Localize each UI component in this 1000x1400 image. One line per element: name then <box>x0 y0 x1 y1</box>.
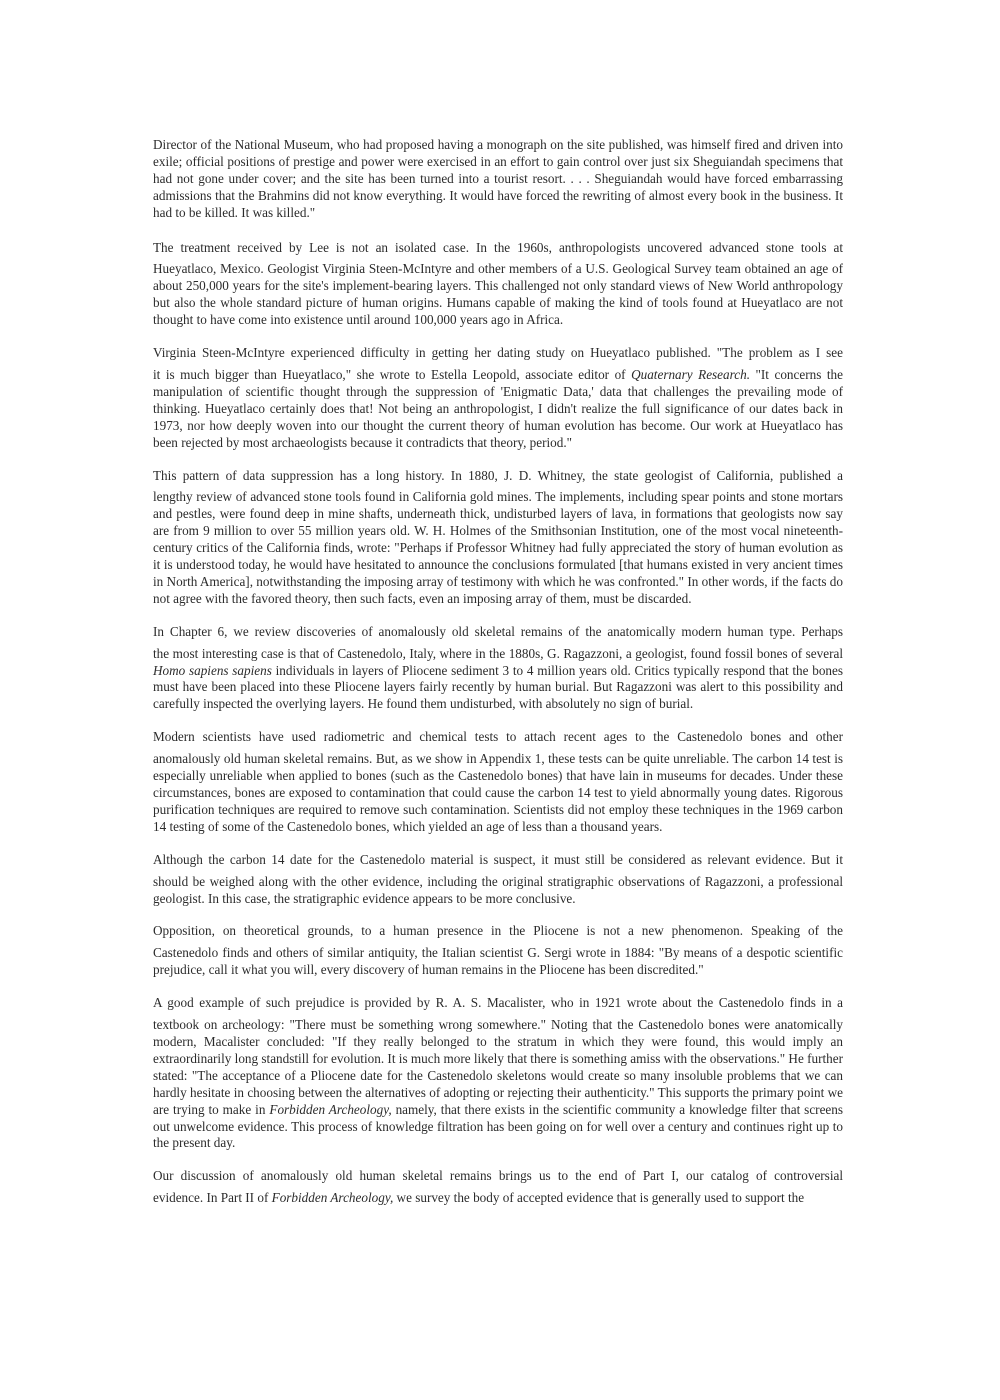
paragraph-text: Director of the National Museum, who had proposed having a monograph on the site published, was himself fired and driven into exile; official positions of prestige and power were exercised in an effort to gain control over just six Sheguiandah specimens that had not gone under cover; and the site has been turned into a tourist resort. . . . Sheguiandah would have forced embarrassing admissions that the Brahmins did not know everything. It would have forced the rewriting of almost every book in the business. It had to be killed. It was killed." <box>153 137 843 220</box>
paragraph-first-line: Although the carbon 14 date for the Castenedolo material is suspect, it must still be considered as relevant evidence. But it <box>153 851 843 867</box>
paragraph-text: it is much bigger than Hueyatlaco," she wrote to Estella Leopold, associate editor of <box>153 366 632 382</box>
paragraph-hueyatlaco <box>153 240 843 330</box>
paragraph-text: textbook on archeology: "There must be something wrong somewhere." Noting that the Castenedolo bones were anatomically modern, Macalister concluded: "If they really belonged to the stratum in which they were found, this would imply an extraordinarily long standstill for evolution. It is much more likely that there is something amiss with the observations." He further stated: "The acceptance of a Pliocene date for the Castenedolo skeletons would create so many insoluble problems that we can hardly hesitate in choosing between the alternatives of adopting or rejecting their authenticity." This supports the primary point we are trying to make in <box>153 1017 843 1117</box>
paragraph-opposition <box>153 923 843 979</box>
species-name: Homo sapiens sapiens <box>153 662 272 678</box>
document-page <box>153 137 843 1223</box>
paragraph-text: lengthy review of advanced stone tools found in California gold mines. The implements, including spear points and stone mortars and pestles, were found deep in mine shafts, underneath thick, undisturbed layers of lava, in formations that geologists now say are from 9 million to over 55 million years old. W. H. Holmes of the Smithsonian Institution, one of the most vocal nineteenth-century critics of the California finds, wrote: "Perhaps if Professor Whitney had fully appreciated the story of human evolution as it is understood today, he would have hesitated to announce the conclusions formulated [that humans existed in very ancient times in North America], notwithstanding the imposing array of testimony with which he was confronted." In other words, if the facts do not agree with the favored theory, then such facts, even an imposing array of them, must be discarded. <box>153 489 843 606</box>
paragraph-text: Hueyatlaco, Mexico. Geologist Virginia Steen-McIntyre and other members of a U.S. Geological Survey team obtained an age of about 250,000 years for the site's implement-bearing layers. This challenged not only standard views of New World anthropology but also the whole standard picture of human origins. Humans capable of making the kind of tools found at Hueyatlaco are not thought to have come into existence until around 100,000 years ago in Africa. <box>153 261 843 328</box>
paragraph-carbon-date <box>153 852 843 908</box>
paragraph-text: evidence. In Part II of <box>153 1190 272 1206</box>
paragraph-text: "It concerns the manipulation of scientific thought through the suppression of 'Enigmatic Data,' data that challenges the prevailing mode of thinking. Hueyatlaco certainly does that! Not being an anthropologist, I didn't realize the full significance of our dates back in 1973, nor how deeply woven into our thought the current theory of human evolution has become. Our work at Hueyatlaco has been rejected by most archaeologists because it contradicts that theory, period." <box>153 366 843 450</box>
paragraph-first-line: Our discussion of anomalously old human skeletal remains brings us to the end of Part I, our catalog of controversial <box>153 1168 843 1184</box>
paragraph-part-two <box>153 1168 843 1207</box>
book-title: Forbidden Archeology, <box>269 1101 392 1117</box>
paragraph-first-line: This pattern of data suppression has a long history. In 1880, J. D. Whitney, the state geologist of California, published a <box>153 467 843 483</box>
book-title: Forbidden Archeology, <box>271 1190 394 1206</box>
paragraph-text: the most interesting case is that of Castenedolo, Italy, where in the 1880s, G. Ragazzoni, a geologist, found fossil bones of several <box>153 645 843 661</box>
paragraph-text: anomalously old human skeletal remains. But, as we show in Appendix 1, these tests can be quite unreliable. The carbon 14 test is especially unreliable when applied to bones (such as the Castenedolo bones) that have lain in museums for decades. Under these circumstances, bones are exposed to contamination that could cause the carbon 14 test to yield abnormally young dates. Rigorous purification techniques are required to remove such contamination. Scientists did not employ these techniques in the 1969 carbon 14 testing of some of the Castenedolo bones, which yielded an age of less than a thousand years. <box>153 751 843 834</box>
paragraph-macalister <box>153 995 843 1152</box>
paragraph-text: we survey the body of accepted evidence that is generally used to support the <box>393 1190 805 1206</box>
paragraph-castenedolo <box>153 624 843 714</box>
journal-title: Quaternary Research. <box>631 366 751 382</box>
paragraph-sheguiandah <box>153 137 843 222</box>
paragraph-text: individuals in layers of Pliocene sediment 3 to 4 million years old. Critics typically respond that the bones must have been placed into these Pliocene layers fairly recently by human burial. But Ragazzoni was alert to this possibility and carefully inspected the overlying layers. He found them undisturbed, with absolutely no sign of burial. <box>153 662 843 712</box>
paragraph-whitney <box>153 468 843 608</box>
paragraph-radiometric <box>153 729 843 835</box>
paragraph-first-line: In Chapter 6, we review discoveries of anomalously old skeletal remains of the anatomically modern human type. Perhaps <box>153 623 843 639</box>
paragraph-first-line: Opposition, on theoretical grounds, to a human presence in the Pliocene is not a new phenomenon. Speaking of the <box>153 923 843 939</box>
paragraph-first-line: Virginia Steen-McIntyre experienced difficulty in getting her dating study on Hueyatlaco published. "The problem as I see <box>153 345 843 361</box>
paragraph-text: Castenedolo finds and others of similar antiquity, the Italian scientist G. Sergi wrote in 1884: "By means of a despotic scientific prejudice, call it what you will, every discovery of human remains in the Pliocene has been discredited." <box>153 945 843 978</box>
paragraph-first-line: The treatment received by Lee is not an isolated case. In the 1960s, anthropologists uncovered advanced stone tools at <box>153 239 843 255</box>
paragraph-first-line: Modern scientists have used radiometric and chemical tests to attach recent ages to the Castenedolo bones and other <box>153 729 843 745</box>
paragraph-first-line: A good example of such prejudice is provided by R. A. S. Macalister, who in 1921 wrote about the Castenedolo finds in a <box>153 995 843 1011</box>
paragraph-steen-mcintyre <box>153 345 843 451</box>
paragraph-text: namely, that there exists in the scientific community a knowledge filter that screens out unwelcome evidence. This process of knowledge filtration has been going on for well over a century and continues right up to the present day. <box>153 1101 843 1151</box>
paragraph-text: should be weighed along with the other evidence, including the original stratigraphic observations of Ragazzoni, a professional geologist. In this case, the stratigraphic evidence appears to be more conclusive. <box>153 873 843 906</box>
